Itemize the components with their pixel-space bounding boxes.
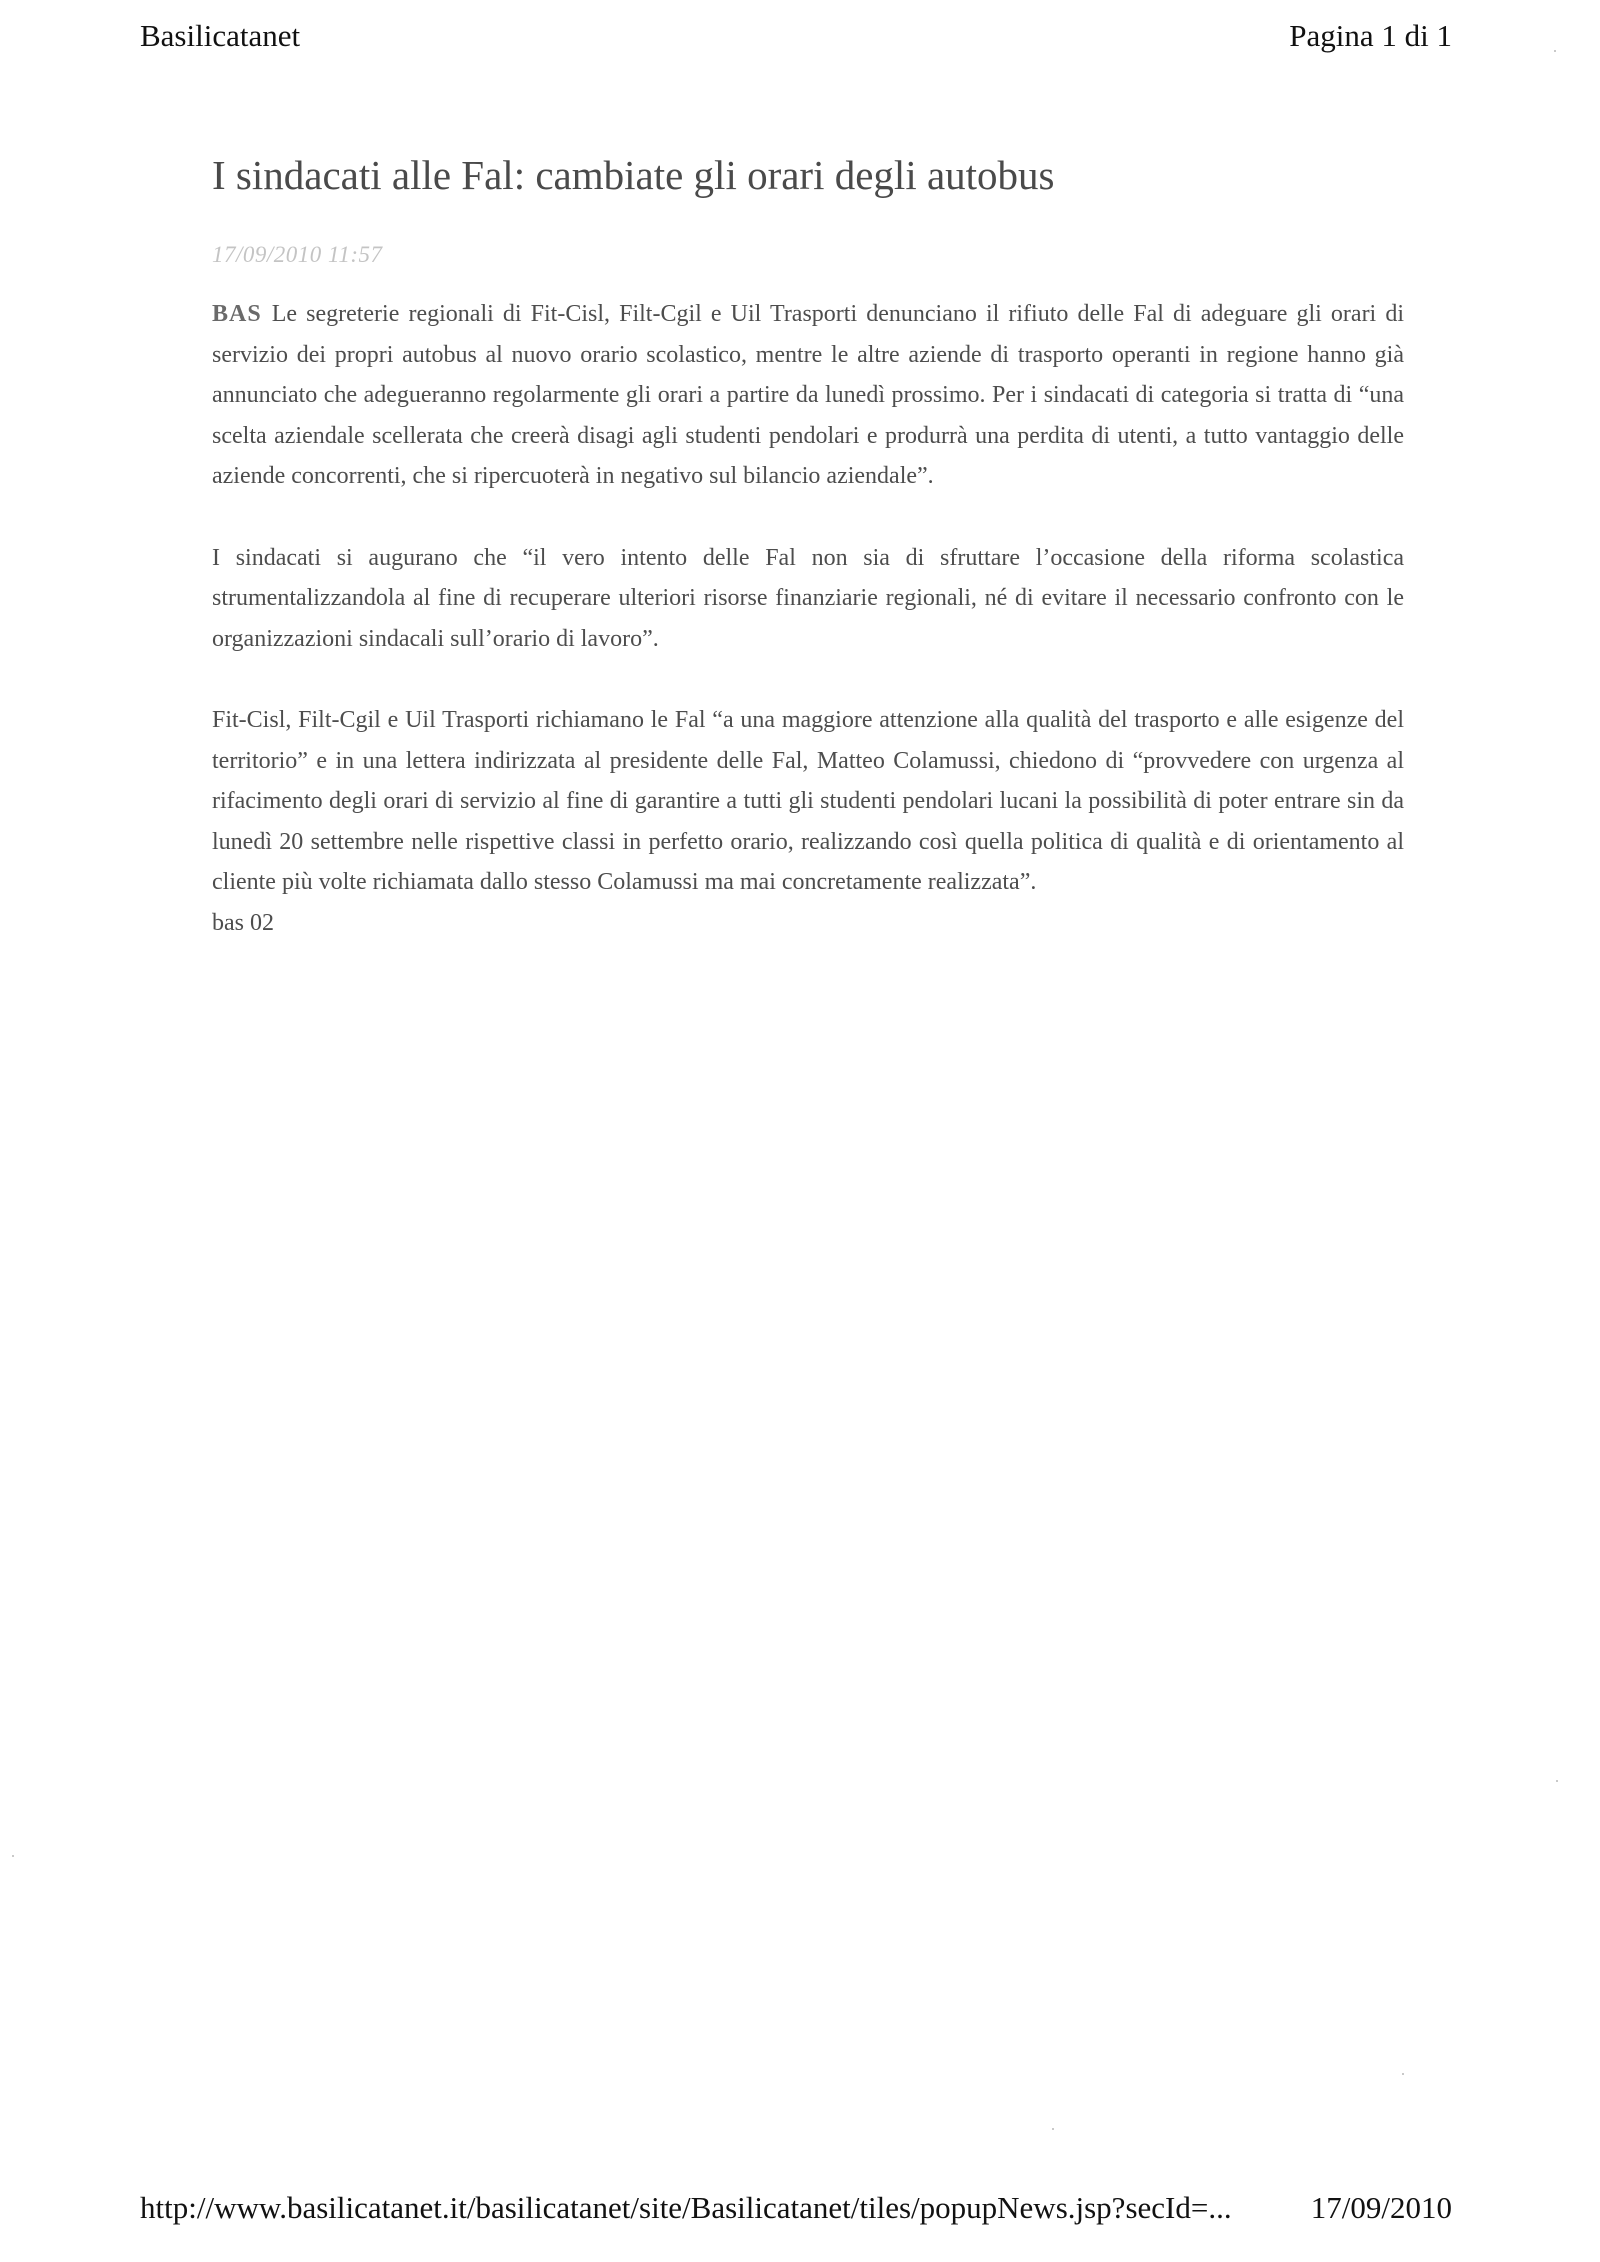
article xyxy=(212,150,1404,943)
article-title: I sindacati alle Fal: cambiate gli orari degli autobus xyxy=(212,152,1055,198)
article-paragraph: I sindacati si augurano che “il vero intento delle Fal non sia di sfruttare l’occasione della riforma scolastica strumentalizzandola al fine di recuperare ulteriori risorse finanziarie regionali, né di evitare il necessario confronto con le organizzazioni sindacali sull’orario di lavoro”. xyxy=(212,544,1404,652)
scan-speck xyxy=(1554,50,1556,52)
scan-speck xyxy=(1052,2128,1054,2130)
article-body xyxy=(212,294,1404,943)
article-paragraph xyxy=(212,294,1404,497)
article-date: 17/09/2010 11:57 xyxy=(212,242,383,267)
scan-speck xyxy=(12,1855,14,1857)
dateline: BAS xyxy=(212,301,262,327)
page-counter: Pagina 1 di 1 xyxy=(1289,18,1452,53)
print-date: 17/09/2010 xyxy=(1310,2190,1452,2225)
paragraph-text: Le segreterie regionali di Fit-Cisl, Filt-Cgil e Uil Trasporti denunciano il rifiuto delle Fal di adeguare gli orari di servizio dei propri autobus al nuovo orario scolastico, mentre le altre aziende di trasporto operanti in regione hanno già annunciato che adegueranno regolarmente gli orari a partire da lunedì prossimo. Per i sindacati di categoria si tratta di “una scelta aziendale scellerata che creerà disagi agli studenti pendolari e produrrà una perdita di utenti, a tutto vantaggio delle aziende concorrenti, che si ripercuoterà in negativo sul bilancio aziendale”. xyxy=(212,301,1404,489)
article-signature: bas 02 xyxy=(212,909,274,936)
scan-speck xyxy=(1556,1780,1558,1782)
print-footer xyxy=(140,2190,1452,2234)
scan-speck xyxy=(1402,2073,1404,2075)
print-header xyxy=(140,18,1452,62)
page-url: http://www.basilicatanet.it/basilicatanet/site/Basilicatanet/tiles/popupNews.jsp?secId=... xyxy=(140,2190,1232,2225)
site-name: Basilicatanet xyxy=(140,18,301,53)
article-paragraph: Fit-Cisl, Filt-Cgil e Uil Trasporti richiamano le Fal “a una maggiore attenzione alla qualità del trasporto e alle esigenze del territorio” e in una lettera indirizzata al presidente delle Fal, Matteo Colamussi, chiedono di “provvedere con urgenza al rifacimento degli orari di servizio al fine di garantire a tutti gli studenti pendolari lucani la possibilità di poter entrare sin da lunedì 20 settembre nelle rispettive classi in perfetto orario, realizzando così quella politica di qualità e di orientamento al cliente più volte richiamata dallo stesso Colamussi ma mai concretamente realizzata”. xyxy=(212,707,1404,895)
